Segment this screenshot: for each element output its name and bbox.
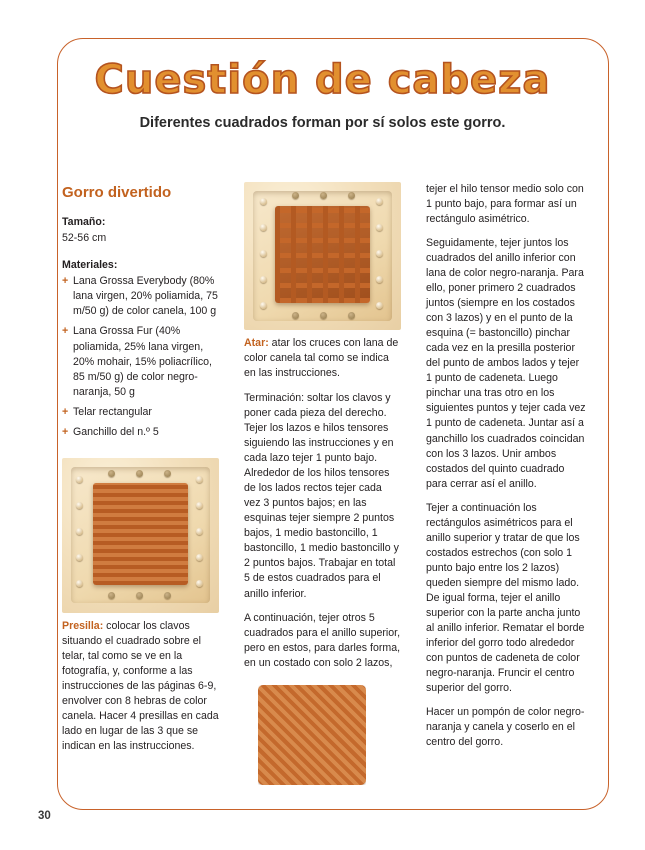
column3-paragraph-3: Tejer a continuación los rectángulos asimétricos para el anillo superior y tratar de que los costados estrechos (con solo 1 punto bajo entre los 2 lazos) queden siempre del mismo lado. De igual forma, tejer el anillo superior con la parte ancha junto al anillo inferior. Rematar el borde inferior del gorro todo alrededor con puntos de cadeneta de color negro-naranja. Fruncir el centro superior del gorro.: [426, 501, 585, 694]
presilla-caption-lead: Presilla:: [62, 619, 104, 632]
size-value: 52-56 cm: [62, 232, 107, 245]
loom-peg-hole: [164, 592, 171, 599]
column3-paragraph-4: Hacer un pompón de color negro-naranja y canela y coserlo en el centro del gorro.: [426, 706, 585, 749]
loom-peg: [196, 476, 203, 483]
page-title: Cuestión de cabeza: [94, 57, 551, 103]
page-subtitle: Diferentes cuadrados forman por sí solos este gorro.: [139, 115, 506, 131]
loom-wrapped-loops-photo: [62, 458, 219, 613]
loom-peg: [76, 554, 83, 561]
column3-paragraph-2: Seguidamente, tejer juntos los cuadrados del anillo inferior con lana de color negro-naranja. Para ello, poner primero 2 cuadrados juntos (siempre en los costados con 3 lazos) y en el punto de la esquina (= bastoncillo) pinchar cada vez en la presilla posterior del punto de ambos lados y tejer 1 punto de cadeneta. Luego pinchar una tras otro en los siguientes puntos y tejer cada vez 1 punto de cadeneta. Juntar así a ganchillo los cuadrados coincidan con los 3 lazos. Unir ambos costados del quinto cuadrado para cerrar así el anillo.: [426, 237, 586, 490]
loom-peg: [376, 224, 383, 231]
loom-peg-hole: [136, 592, 143, 599]
loom-woven-square-photo: [244, 182, 401, 330]
termination-lead: Terminación:: [244, 392, 305, 405]
swatch-background: [258, 685, 366, 785]
woven-square: [93, 483, 187, 585]
presilla-caption: [62, 619, 219, 754]
loom-peg: [76, 476, 83, 483]
woven-square: [275, 206, 369, 304]
loom-peg-hole: [136, 470, 143, 477]
loom-peg: [260, 302, 267, 309]
termination-paragraph: [244, 391, 401, 601]
list-item: + Lana Grossa Everybody (80% lana virgen, 20% poliamida, 75 m/50 g) de color canela, 100 g: [62, 274, 219, 319]
section-title: Gorro divertido: [62, 184, 172, 201]
crochet-swatch: [258, 685, 366, 785]
atar-caption-text: atar los cruces con lana de color canela tal como se indica en las instrucciones.: [244, 337, 399, 380]
loom-peg: [76, 580, 83, 587]
loom-peg: [196, 528, 203, 535]
loom-peg: [196, 502, 203, 509]
loom-peg-hole: [292, 312, 299, 319]
column-left: [62, 182, 219, 764]
materials-list: [62, 274, 219, 439]
atar-caption: [244, 336, 401, 381]
crochet-swatch-photo: [258, 685, 366, 785]
loom-peg-hole: [292, 192, 299, 199]
list-item: + Lana Grossa Fur (40% poliamida, 25% lana virgen, 20% mohair, 15% poliacrílico, 85 m/50 g) de color negro-naranja, 50 g: [62, 324, 219, 399]
loom-peg-hole: [108, 470, 115, 477]
loom-peg: [260, 224, 267, 231]
loom-peg: [76, 502, 83, 509]
presilla-caption-text: colocar los clavos situando el cuadrado sobre el telar, tal como se ve en la fotografía, y, conforme a las instrucciones de las páginas 6-9, envolver con 8 hebras de color canela. Hacer 4 presillas en cada lado en lugar de las 3 que se indican en las instrucciones.: [62, 619, 219, 752]
loom-peg: [196, 554, 203, 561]
loom-peg: [260, 198, 267, 205]
loom-peg: [76, 528, 83, 535]
column2-paragraph-2: A continuación, tejer otros 5 cuadrados para el anillo superior, pero en estos, para darles forma, en un costado con solo 2 lazos,: [244, 611, 401, 669]
loom-peg: [260, 250, 267, 257]
loom-peg: [376, 302, 383, 309]
column-middle: [244, 182, 401, 785]
loom-peg-hole: [348, 192, 355, 199]
list-item: + Ganchillo del n.º 5: [62, 425, 219, 440]
atar-caption-lead: Atar:: [244, 337, 269, 349]
loom-peg-hole: [320, 192, 327, 199]
loom-peg-hole: [320, 312, 327, 319]
column-right: [426, 182, 586, 750]
page-number: 30: [38, 810, 51, 822]
loom-peg: [196, 580, 203, 587]
list-item: + Telar rectangular: [62, 405, 219, 420]
size-label: Tamaño:: [62, 216, 106, 229]
column3-paragraph-1: tejer el hilo tensor medio solo con 1 punto bajo, para formar así un rectángulo asimétrico.: [426, 183, 584, 226]
loom-peg: [376, 276, 383, 283]
materials-label: Materiales:: [62, 259, 118, 272]
article-columns: [62, 182, 586, 782]
loom-peg: [376, 198, 383, 205]
loom-peg-hole: [348, 312, 355, 319]
termination-text: soltar los clavos y poner cada pieza del derecho. Tejer los lazos e hilos tensores siguiendo las instrucciones y en cada lazo tejer 1 punto bajo. Alrededor de los hilos tensores de los lados rectos tejer cada vez 3 puntos bajos; en las esquinas tejer siempre 2 puntos bajos, 1 medio bastoncillo, 1 bastoncillo, 1 medio bastoncillo y 2 puntos bajos. Trabajar en total 5 de estos cuadrados para el anillo inferior.: [244, 392, 399, 600]
loom-peg: [376, 250, 383, 257]
loom-peg-hole: [108, 592, 115, 599]
loom-peg: [260, 276, 267, 283]
loom-peg-hole: [164, 470, 171, 477]
